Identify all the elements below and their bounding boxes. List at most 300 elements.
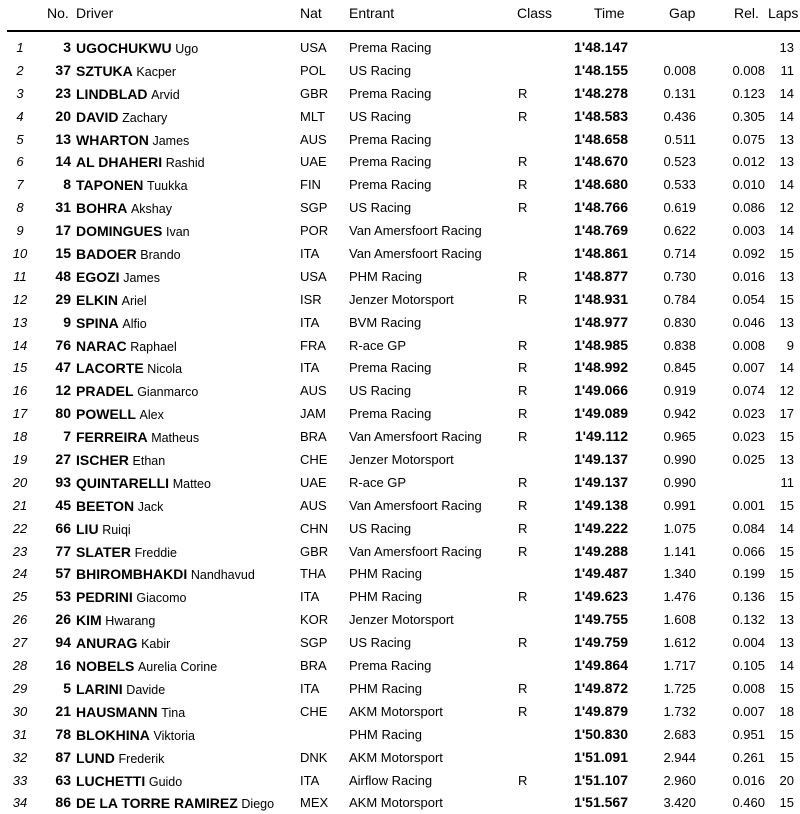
relative-gap: 0.008 [732,680,765,696]
driver-first-name: Brando [140,248,181,263]
position: 14 [12,337,28,353]
laps: 12 [779,200,794,216]
table-row [0,219,800,242]
entrant: US Racing [349,200,412,216]
relative-gap: 0.136 [732,589,765,605]
gap: 0.523 [663,154,696,170]
entrant: Prema Racing [349,658,432,674]
laps: 17 [779,406,794,422]
relative-gap: 0.460 [732,795,765,811]
lap-time: 1'49.089 [574,405,628,422]
laps: 13 [779,154,794,170]
relative-gap: 0.132 [732,612,765,628]
position: 27 [12,635,28,651]
car-number: 63 [55,771,71,788]
position: 26 [12,612,28,628]
table-row [0,173,800,196]
lap-time: 1'49.138 [574,496,628,513]
table-row [0,196,800,219]
table-row [0,402,800,425]
position: 25 [12,589,28,605]
laps: 14 [779,520,794,536]
car-number: 15 [55,245,71,262]
car-number: 77 [55,542,71,559]
entrant: PHM Racing [349,726,422,742]
driver-name [76,658,217,674]
entrant: Van Amersfoort Racing [349,497,482,513]
car-number: 48 [55,267,71,284]
position: 11 [13,268,27,284]
lap-time: 1'49.879 [574,702,628,719]
nationality: FIN [300,177,321,193]
driver-first-name: Akshay [130,202,172,217]
entrant: PHM Racing [349,589,422,605]
table-row [0,311,800,334]
laps: 15 [779,749,794,765]
relative-gap: 0.007 [732,360,765,376]
class: R [518,474,528,490]
driver-first-name: Frederik [118,751,165,766]
position: 12 [12,291,28,307]
header-time: Time [594,5,625,21]
table-row [0,494,800,517]
driver-name [76,177,188,193]
lap-time: 1'48.147 [574,39,628,55]
relative-gap: 0.054 [732,291,765,307]
class: R [518,108,528,124]
driver-last-name: LIU [76,520,99,537]
laps: 14 [779,177,794,193]
laps: 15 [779,543,794,559]
table-row [0,769,800,792]
lap-time: 1'51.567 [574,794,628,811]
table-row [0,608,800,631]
lap-time: 1'48.658 [574,130,628,147]
driver-first-name: Freddie [134,545,177,560]
laps: 9 [786,337,794,353]
driver-first-name: James [152,133,190,148]
class: R [518,337,528,353]
entrant: AKM Motorsport [349,749,443,765]
lap-time: 1'49.112 [574,428,628,445]
driver-name [76,521,131,537]
driver-first-name: Guido [148,774,183,789]
entrant: US Racing [349,635,412,651]
nationality: POR [300,223,329,239]
nationality: SGP [300,200,328,216]
driver-last-name: UGOCHUKWU [76,40,172,56]
table-row [0,356,800,379]
gap: 1.476 [663,589,696,605]
gap: 2.944 [663,749,696,765]
table-row [0,791,800,814]
class: R [518,383,528,399]
position: 23 [12,543,28,559]
table-row [0,700,800,723]
driver-first-name: Diego [241,797,275,812]
position: 20 [12,474,28,490]
results-table-body [0,36,800,814]
entrant: R-ace GP [349,337,407,353]
class: R [518,268,528,284]
laps: 15 [779,497,794,513]
relative-gap: 0.016 [732,772,765,788]
entrant: Airflow Racing [349,772,433,788]
driver-name [76,269,160,285]
class: R [518,772,528,788]
relative-gap: 0.199 [732,566,765,582]
position: 24 [12,566,28,582]
entrant: PHM Racing [349,268,422,284]
gap: 0.622 [663,223,696,239]
class: R [518,429,528,445]
table-row [0,471,800,494]
entrant: US Racing [349,383,412,399]
table-row [0,105,800,128]
laps: 15 [779,726,794,742]
laps: 15 [779,589,794,605]
laps: 15 [779,795,794,811]
class: R [518,154,528,170]
class: R [518,406,528,422]
position: 32 [12,749,28,765]
class: R [518,360,528,376]
driver-last-name: BHIROMBHAKDI [76,566,188,583]
lap-time: 1'49.222 [574,519,628,536]
gap: 1.612 [663,635,696,651]
lap-time: 1'48.985 [574,336,628,353]
lap-time: 1'48.670 [574,153,628,170]
car-number: 12 [55,382,71,399]
laps: 13 [779,635,794,651]
entrant: Van Amersfoort Racing [349,246,482,262]
gap: 0.714 [663,246,696,262]
class: R [518,543,528,559]
position: 15 [12,360,28,376]
car-number: 16 [55,657,71,674]
driver-last-name: PEDRINI [76,589,133,606]
position: 22 [12,520,28,536]
driver-last-name: NOBELS [76,658,135,675]
driver-last-name: POWELL [76,406,136,423]
table-row [0,265,800,288]
lap-time: 1'49.755 [574,611,628,628]
relative-gap: 0.008 [732,337,765,353]
entrant: Prema Racing [349,177,432,193]
lap-time: 1'49.872 [574,679,628,696]
gap: 0.619 [663,200,696,216]
gap: 1.075 [663,520,696,536]
gap: 0.845 [663,360,696,376]
car-number: 87 [55,748,71,765]
car-number: 14 [55,153,71,170]
laps: 15 [779,566,794,582]
driver-last-name: AL DHAHERI [76,154,163,171]
relative-gap: 0.001 [732,497,765,513]
car-number: 47 [55,359,71,376]
driver-name [76,475,211,491]
car-number: 7 [63,428,71,445]
class: R [518,635,528,651]
position: 34 [12,795,28,811]
entrant: Prema Racing [349,40,432,55]
laps: 12 [779,383,794,399]
car-number: 93 [55,473,71,490]
driver-name [76,795,274,811]
driver-last-name: LUND [76,749,115,766]
entrant: Van Amersfoort Racing [349,223,482,239]
driver-last-name: DOMINGUES [76,223,163,240]
position: 1 [16,40,24,55]
gap: 2.683 [663,726,696,742]
relative-gap: 0.003 [732,223,765,239]
laps: 15 [779,680,794,696]
car-number: 17 [55,222,71,239]
lap-time: 1'48.155 [574,61,628,78]
nationality: CHN [300,520,329,536]
nationality: BRA [300,429,327,445]
car-number: 86 [55,794,71,811]
driver-last-name: QUINTARELLI [76,474,170,491]
entrant: Van Amersfoort Racing [349,429,482,445]
class: R [518,497,528,513]
relative-gap: 0.046 [732,314,765,330]
table-row [0,723,800,746]
table-row [0,448,800,471]
nationality: GBR [300,543,329,559]
driver-last-name: DAVID [76,108,119,125]
car-number: 20 [55,107,71,124]
relative-gap: 0.007 [732,703,765,719]
driver-last-name: KIM [76,612,102,629]
driver-last-name: ELKIN [76,291,118,308]
position: 16 [12,383,28,399]
driver-last-name: BOHRA [76,200,128,217]
driver-last-name: FERREIRA [76,429,148,446]
relative-gap: 0.075 [732,131,765,147]
driver-name [76,704,185,720]
driver-name [76,200,172,216]
laps: 13 [779,314,794,330]
driver-name [76,132,189,148]
driver-name [76,246,181,262]
lap-time: 1'50.830 [574,725,628,742]
lap-time: 1'49.864 [574,657,628,674]
lap-time: 1'49.066 [574,382,628,399]
lap-time: 1'48.583 [574,107,628,124]
class: R [518,680,528,696]
position: 7 [16,177,24,193]
table-row [0,562,800,585]
driver-first-name: Giacomo [136,591,187,606]
gap: 0.838 [663,337,696,353]
nationality: GBR [300,85,329,101]
driver-first-name: Ariel [121,293,147,308]
header-entrant: Entrant [349,5,395,21]
table-row [0,585,800,608]
car-number: 78 [55,725,71,742]
table-row [0,288,800,311]
lap-time: 1'48.977 [574,313,628,330]
position: 30 [12,703,28,719]
gap: 0.533 [663,177,696,193]
car-number: 53 [55,588,71,605]
class: R [518,85,528,101]
driver-name [76,63,176,79]
driver-last-name: TAPONEN [76,177,144,194]
entrant: R-ace GP [349,474,407,490]
relative-gap: 0.092 [732,246,765,262]
position: 3 [16,85,24,101]
car-number: 27 [55,451,71,468]
lap-time: 1'49.623 [574,588,628,605]
gap: 1.717 [663,658,696,674]
laps: 15 [779,246,794,262]
driver-name [76,154,205,170]
laps: 13 [779,612,794,628]
driver-first-name: Tuukka [147,179,188,194]
entrant: Prema Racing [349,406,432,422]
position: 33 [12,772,28,788]
entrant: US Racing [349,108,412,124]
gap: 2.960 [663,772,696,788]
lap-time: 1'49.487 [574,565,628,582]
nationality: JAM [300,406,326,422]
lap-time: 1'51.107 [574,771,628,788]
class: R [518,200,528,216]
driver-first-name: Raphael [130,339,177,354]
relative-gap: 0.004 [732,635,765,651]
nationality: UAE [300,154,327,170]
car-number: 31 [55,199,71,216]
car-number: 13 [55,130,71,147]
nationality: ISR [300,291,322,307]
gap: 0.991 [663,497,696,513]
relative-gap: 0.066 [732,543,765,559]
nationality: ITA [300,589,320,605]
lap-time: 1'48.680 [574,176,628,193]
nationality: ITA [300,246,320,262]
driver-name [76,750,164,766]
nationality: ITA [300,360,320,376]
car-number: 37 [55,61,71,78]
driver-last-name: PRADEL [76,383,134,400]
driver-name [76,429,199,445]
table-row [0,631,800,654]
driver-first-name: Zachary [122,110,168,125]
relative-gap: 0.016 [732,268,765,284]
nationality: ITA [300,680,320,696]
driver-first-name: Ivan [165,225,190,240]
header-laps: Laps [768,5,799,21]
car-number: 66 [55,519,71,536]
entrant: Prema Racing [349,131,432,147]
laps: 13 [779,131,794,147]
car-number: 5 [63,679,71,696]
table-row [0,746,800,769]
laps: 14 [779,658,794,674]
relative-gap: 0.105 [732,658,765,674]
driver-name [76,86,180,102]
lap-time: 1'48.931 [574,290,628,307]
driver-name [76,566,255,582]
position: 29 [12,680,28,696]
relative-gap: 0.123 [732,85,765,101]
nationality: USA [300,268,327,284]
driver-first-name: Gianmarco [137,385,199,400]
relative-gap: 0.008 [732,62,765,78]
table-row [0,677,800,700]
nationality: AUS [300,497,327,513]
entrant: PHM Racing [349,566,422,582]
gap: 0.008 [663,62,696,78]
driver-name [76,292,147,308]
driver-last-name: LUCHETTI [76,772,146,789]
table-row [0,128,800,151]
nationality: ITA [300,314,320,330]
gap: 1.725 [663,680,696,696]
gap: 3.420 [663,795,696,811]
laps: 20 [779,772,794,788]
driver-first-name: Nandhavud [190,568,255,583]
relative-gap: 0.951 [732,726,765,742]
nationality: POL [300,62,327,78]
class: R [518,520,528,536]
entrant: PHM Racing [349,680,422,696]
driver-last-name: SLATER [76,543,131,560]
position: 2 [16,62,24,78]
laps: 18 [779,703,794,719]
laps: 13 [779,40,794,55]
class: R [518,703,528,719]
entrant: Jenzer Motorsport [349,612,454,628]
gap: 0.436 [663,108,696,124]
table-row [0,36,800,59]
lap-time: 1'49.759 [574,634,628,651]
driver-name [76,612,155,628]
relative-gap: 0.023 [732,406,765,422]
gap: 0.131 [663,85,696,101]
gap: 0.511 [664,131,696,147]
driver-name [76,544,177,560]
table-row [0,59,800,82]
relative-gap: 0.305 [732,108,765,124]
entrant: Jenzer Motorsport [349,452,454,468]
class: R [518,291,528,307]
driver-name [76,727,195,743]
lap-time: 1'51.091 [574,748,628,765]
entrant: BVM Racing [349,314,422,330]
lap-time: 1'49.137 [574,473,628,490]
entrant: US Racing [349,520,412,536]
entrant: Prema Racing [349,85,432,101]
entrant: Prema Racing [349,360,432,376]
position: 10 [12,246,28,262]
nationality: FRA [300,337,326,353]
driver-first-name: Matteo [172,476,211,491]
table-header [0,0,800,30]
gap: 0.784 [663,291,696,307]
gap: 1.340 [663,566,696,582]
nationality: THA [300,566,326,582]
gap: 0.990 [663,474,696,490]
gap: 0.965 [663,429,696,445]
header-divider [7,30,800,32]
driver-last-name: LINDBLAD [76,85,148,102]
car-number: 23 [55,84,71,101]
car-number: 9 [63,313,71,330]
driver-first-name: Ruiqi [102,522,131,537]
